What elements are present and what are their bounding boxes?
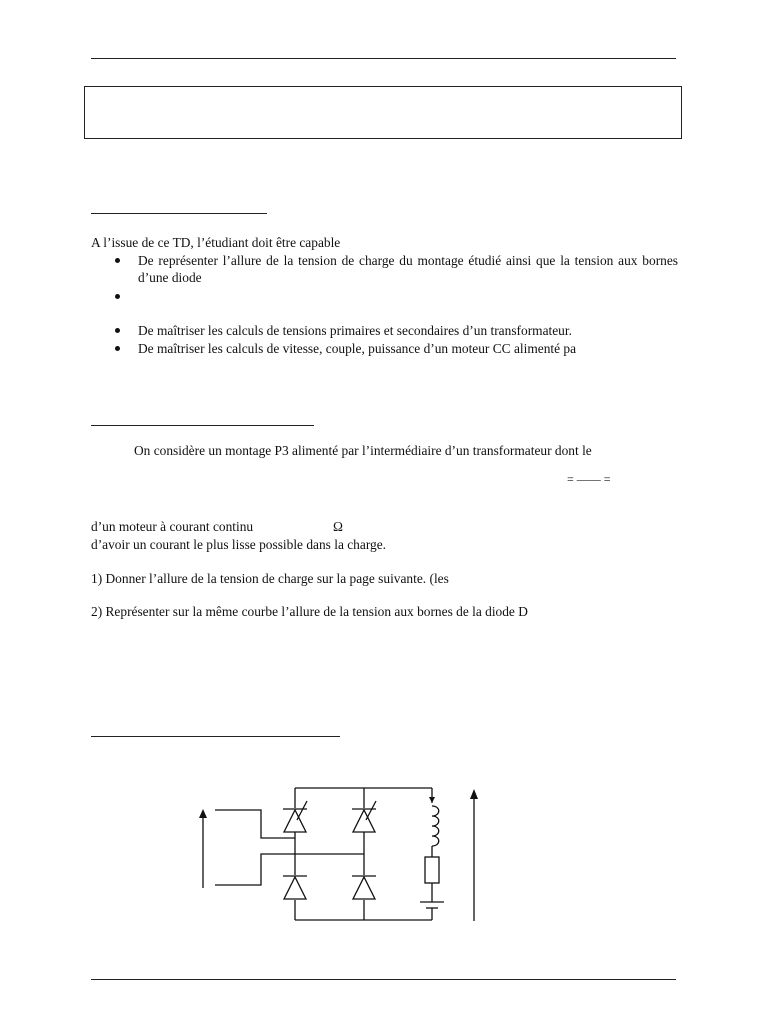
diode-bottom-left <box>283 876 307 899</box>
omega-symbol: Ω <box>333 519 343 534</box>
objective-item-3: De maîtriser les calculs de tensions primaires et secondaires d’un transformateur. <box>138 323 572 338</box>
question-2: 2) Représenter sur la même courbe l’allure de la tension aux bornes de la diode D <box>91 604 528 619</box>
inductor <box>432 806 439 846</box>
current-line: d’avoir un courant le plus lisse possible dans la charge. <box>91 537 387 552</box>
problem-paragraph: On considère un montage P3 alimenté par l’intermédiaire d’un transformateur dont le <box>134 443 592 458</box>
diode-bottom-right <box>352 876 376 899</box>
load-arrow-head <box>470 789 478 799</box>
objective-item-1: De représenter l’allure de la tension de charge du montage étudié ainsi que la tension aux bornes d’une diode <box>138 253 678 285</box>
input-lead-bottom <box>215 854 364 885</box>
question-1: 1) Donner l’allure de la tension de charge sur la page suivante. (les <box>91 571 449 586</box>
footer-rule <box>91 979 676 980</box>
resistor <box>425 857 439 883</box>
supply-arrow-head <box>199 809 207 818</box>
formula-fragment: = —— = <box>567 472 611 486</box>
input-lead-top <box>215 810 295 838</box>
objective-item-4: De maîtriser les calculs de vitesse, couple, puissance d’un moteur CC alimenté pa <box>138 341 577 356</box>
motor-line: d’un moteur à courant continu <box>91 519 254 534</box>
objectives-intro: A l’issue de ce TD, l’étudiant doit être capable <box>91 235 341 250</box>
current-arrow-head <box>429 797 435 803</box>
